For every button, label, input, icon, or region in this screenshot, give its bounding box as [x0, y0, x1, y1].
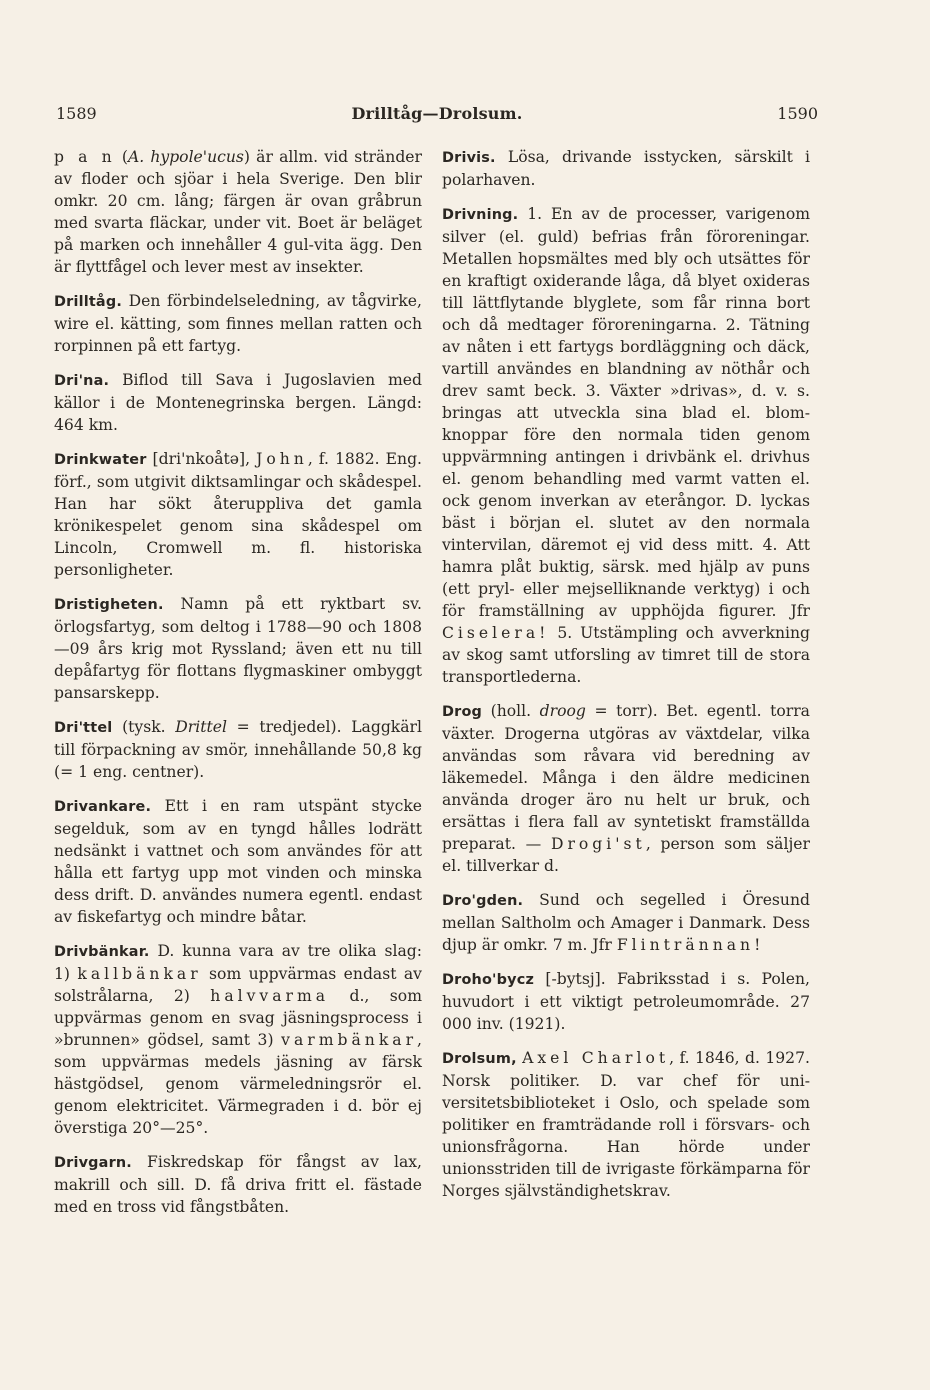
- entry-text: ) är allm. vid stränder av floder och sjöar i hela Sverige. Den blir omkr. 20 cm. lång; färgen är ovan gråbrun med svarta fläckar, under vit. Boet är beläget på marken och innehåller 4 gul-vita ägg. Den är flyttfågel och lever mest av insekter.: [54, 148, 422, 276]
- entry-spaced-name: Axel Charlot: [522, 1049, 670, 1067]
- entry-text: , f. 1882. Eng. förf., som utgivit diktsamlingar och skådespel. Han har sökt återuppliva det gamla krönikespelet genom sina skådespel om Lincoln, Cromwell m. fl. historiska personligheter.: [54, 450, 423, 579]
- entry-drogden: [442, 889, 810, 956]
- entry-headword: Dri'na.: [54, 373, 110, 389]
- entry-text: (tysk.: [112, 718, 176, 736]
- entry-spaced-term: halvvarma: [210, 987, 330, 1005]
- page-title: Drilltåg—Drolsum.: [351, 104, 523, 123]
- entry-drinkwater: [54, 448, 422, 581]
- entry-headword: Drivgarn.: [54, 1155, 132, 1171]
- entry-headword: Dristigheten.: [54, 597, 164, 613]
- entry-continuation: [54, 146, 422, 278]
- entry-headword: Dri'ttel: [54, 720, 113, 736]
- entry-dristigheten: [54, 593, 422, 704]
- entry-text: [-bytsj]. Fabriksstad i s. Polen, huvudort i ett viktigt petroleumområde. 27 000 inv. (1921).: [442, 970, 810, 1033]
- entry-spaced-name: John: [256, 450, 308, 468]
- entry-headword: Drivning.: [442, 207, 519, 223]
- entry-drivankare: [54, 795, 422, 928]
- entry-text: (holl.: [482, 702, 540, 720]
- entry-spaced-term: Flintrännan!: [616, 936, 765, 954]
- entry-text: p a n: [54, 148, 116, 166]
- entry-drivning: [442, 203, 810, 688]
- entry-latin-name: A. hypole'ucus: [127, 148, 244, 166]
- entry-drina: [54, 369, 422, 436]
- entry-spaced-term: varmbänkar: [281, 1031, 418, 1049]
- entry-text: Namn på ett ryktbart sv. örlogsfartyg, som deltog i 1788—90 och 1808—09 års krig mot Ryssland; även ett nu till depåfartyg för flottans flygmaskiner ombyggt pansarskepp.: [54, 595, 422, 702]
- entry-spaced-term: kallbänkar: [77, 965, 202, 983]
- entry-text: Biflod till Sava i Jugoslavien med källor i de Montenegrinska bergen. Längd: 464 km.: [54, 371, 422, 434]
- entry-text: Lösa, drivande isstycken, särskilt i polarhaven.: [442, 148, 810, 189]
- entry-text: , som uppvärmas medels jäsning av färsk hästgödsel, genom värmeledningsrör el. genom elektricitet. Värmegraden i d. bör ej överstiga 20°—25°.: [54, 1031, 422, 1137]
- entry-drivis: [442, 146, 810, 191]
- entry-text: D. kunna vara av tre olika slag: 1): [54, 942, 422, 983]
- left-column: [54, 146, 422, 1230]
- entry-text: Ett i en ram utspänt stycke segelduk, som av en tyngd hålles lodrätt nedsänkt i vattnet och som användes för att hålla ett fartyg upp mot vinden och minska dess drift. D. användes numera egentl. endast av fiskefartyg och mindre båtar.: [54, 797, 422, 926]
- entry-italic-term: Drittel: [175, 718, 227, 736]
- entry-text: = torr). Bet. egentl. torra växter. Drogerna utgöras av växtdelar, vilka användas som råvara vid beredning av läkemedel. Många i den äldre medicinen använda droger äro nu helt ur bruk, och ersättas i flera fall av syntetiskt framställda preparat. —: [442, 702, 810, 853]
- entry-spaced-term: Ciselera!: [442, 624, 550, 642]
- entry-text: = tredjedel). Laggkärl till förpackning av smör, innehållande 50,8 kg (= 1 eng. centner).: [54, 718, 422, 781]
- entry-italic-term: droog: [539, 702, 586, 720]
- entry-headword: Drinkwater: [54, 452, 147, 468]
- entry-drog: [442, 700, 810, 877]
- entry-text: som uppvärmas endast av solstrålarna, 2): [54, 965, 422, 1005]
- entry-headword: Drivankare.: [54, 799, 152, 815]
- entry-text: Den förbindelseledning, av tågvirke, wire el. kätting, som finnes mellan ratten och rorpinnen på ett fartyg.: [54, 292, 422, 355]
- right-column: [442, 146, 810, 1214]
- entry-drivbankar: [54, 940, 422, 1139]
- entry-headword: Dro'gden.: [442, 893, 524, 909]
- page-number-left: 1589: [56, 104, 97, 123]
- entry-headword: Drilltåg.: [54, 294, 122, 310]
- entry-drivgarn: [54, 1151, 422, 1218]
- entry-drolsum: [442, 1047, 810, 1202]
- entry-spaced-term: Drogi'st: [550, 835, 646, 853]
- entry-text: 5. Utstämpling och avverkning av skog samt utforsling av timret till de stora transportlederna.: [442, 624, 810, 686]
- entry-text: , person som säljer el. tillverkar d.: [442, 835, 810, 875]
- entry-text: Fiskredskap för fångst av lax, makrill och sill. D. få driva fritt el. fästade med en tross vid fångstbåten.: [54, 1153, 422, 1216]
- entry-drittel: [54, 716, 422, 783]
- entry-headword: Droho'bycz: [442, 972, 535, 988]
- entry-text: Sund och segelled i Öresund mellan Saltholm och Amager i Danmark. Dess djup är omkr. 7 m. Jfr: [442, 891, 810, 954]
- entry-drohobycz: [442, 968, 810, 1035]
- entry-text: 1. En av de processer, varigenom silver (el. guld) befrias från föroreningar. Metallen hopsmältes med bly och utsättes för en kraftigt oxiderande låga, då blyet oxideras till lättflytande blyglete, som får rinna bort och då medtager föroreningarna. 2. Tätning av nåten i ett fartygs bordläggning och däck, vartill användes en blandning av nöthår och drev samt beck. 3. Växter »drivas», d. v. s. bringas att utveckla sina blad el. blomknoppar före den normala tiden genom uppvärmning antingen i drivbänk el. drivhus el. genom behandling med varmt vatten el. ock genom inverkan av eterångor. D. lyckas bäst i början el. slutet av den normala vintervilan, däremot ej vid dess mitt. 4. Att hamra plåt buktig, särsk. med hjälp av puns (ett pryl- eller mejselliknande verktyg) i och för framställning av upphöjda figurer. Jfr: [442, 205, 810, 620]
- entry-text: , f. 1846, d. 1927. Norsk politiker. D. var chef för universitetsbiblioteket i Oslo, och spelade som politiker en framträdande roll i försvars- och unionsfrågorna. Han hörde under unionsstriden till de ivrigaste förkämparna för Norges självständighetskrav.: [442, 1049, 810, 1200]
- entry-text: d., som uppvärmas genom en svag jäsningsprocess i »brunnen» gödsel, samt 3): [54, 987, 422, 1049]
- entry-headword: Drolsum,: [442, 1051, 517, 1067]
- entry-headword: Drog: [442, 704, 483, 720]
- page-header: [56, 104, 818, 123]
- entry-drilltag: [54, 290, 422, 357]
- page-number-right: 1590: [777, 104, 818, 123]
- entry-headword: Drivis.: [442, 150, 496, 166]
- entry-text: [dri'nkoåtə],: [146, 450, 257, 468]
- entry-headword: Drivbänkar.: [54, 944, 150, 960]
- entry-text: (: [115, 148, 128, 166]
